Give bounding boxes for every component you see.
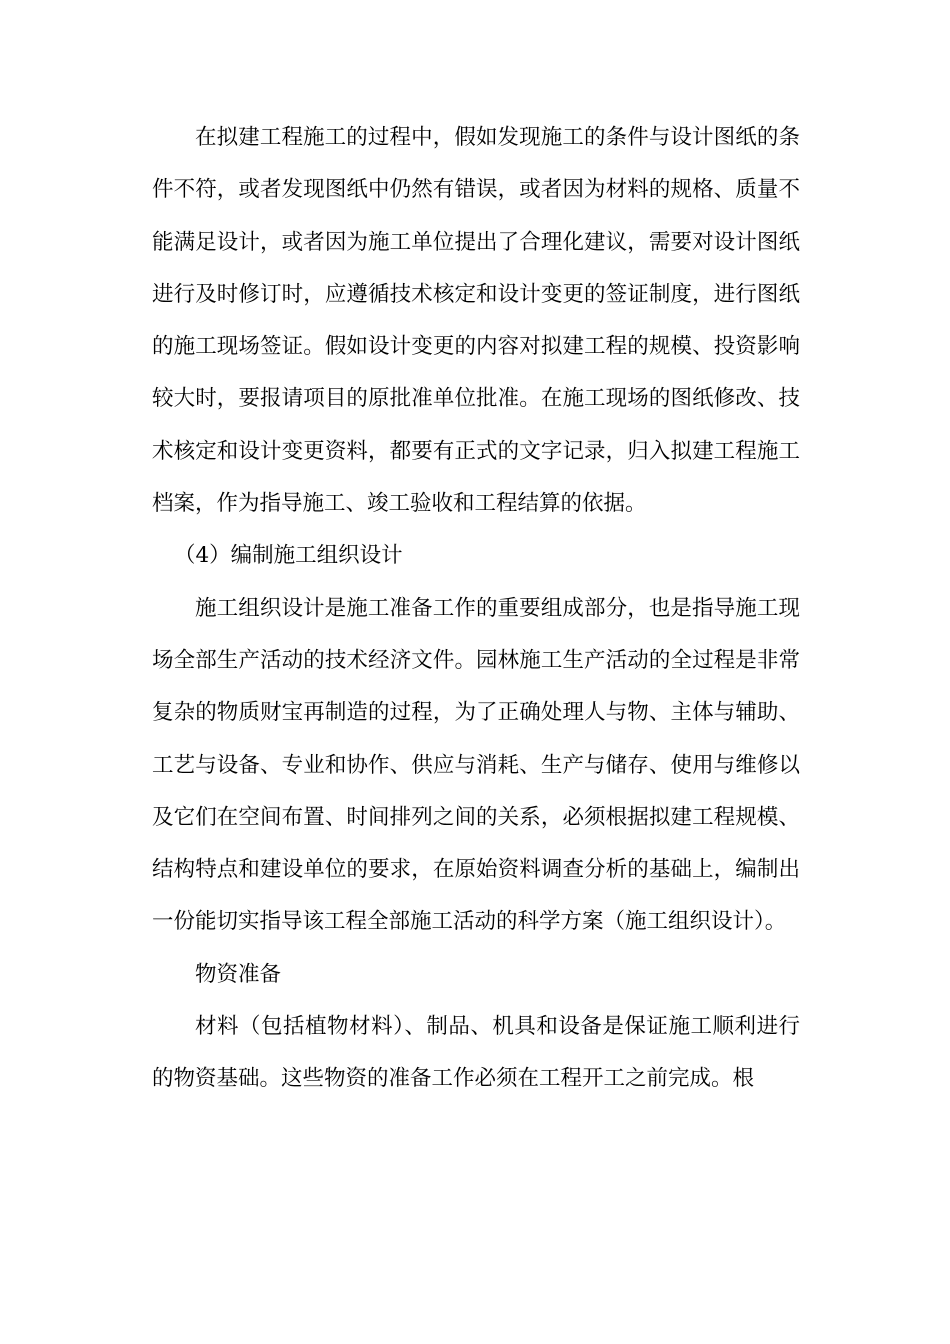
section-heading-construction-design: （4）编制施工组织设计 (174, 543, 403, 569)
section-heading-material-preparation: 物资准备 (195, 961, 282, 987)
paragraph-design-change: 在拟建工程施工的过程中，假如发现施工的条件与设计图纸的条件不符，或者发现图纸中仍然有错误，或者因为材料的规格、质量不能满足设计，或者因为施工单位提出了合理化建议，需要对设计图纸进行及时修订时，应遵循技术核定和设计变更的签证制度，进行图纸的施工现场签证。假如设计变更的内容对拟建工程的规模、投资影响较大时，要报请项目的原批准单位批准。在施工现场的图纸修改、技术核定和设计变更资料，都要有正式的文字记录，归入拟建工程施工档案，作为指导施工、竣工验收和工程结算的依据。 (152, 125, 800, 517)
paragraph-materials: 材料（包括植物材料）、制品、机具和设备是保证施工顺利进行的物资基础。这些物资的准备工作必须在工程开工之前完成。根 (152, 1014, 800, 1092)
paragraph-construction-organization: 施工组织设计是施工准备工作的重要组成部分，也是指导施工现场全部生产活动的技术经济文件。园林施工生产活动的全过程是非常复杂的物质财宝再制造的过程，为了正确处理人与物、主体与辅助、工艺与设备、专业和协作、供应与消耗、生产与储存、使用与维修以及它们在空间布置、时间排列之间的关系，必须根据拟建工程规模、结构特点和建设单位的要求，在原始资料调查分析的基础上，编制出一份能切实指导该工程全部施工活动的科学方案（施工组织设计）。 (152, 595, 800, 935)
document-body (152, 112, 800, 1106)
